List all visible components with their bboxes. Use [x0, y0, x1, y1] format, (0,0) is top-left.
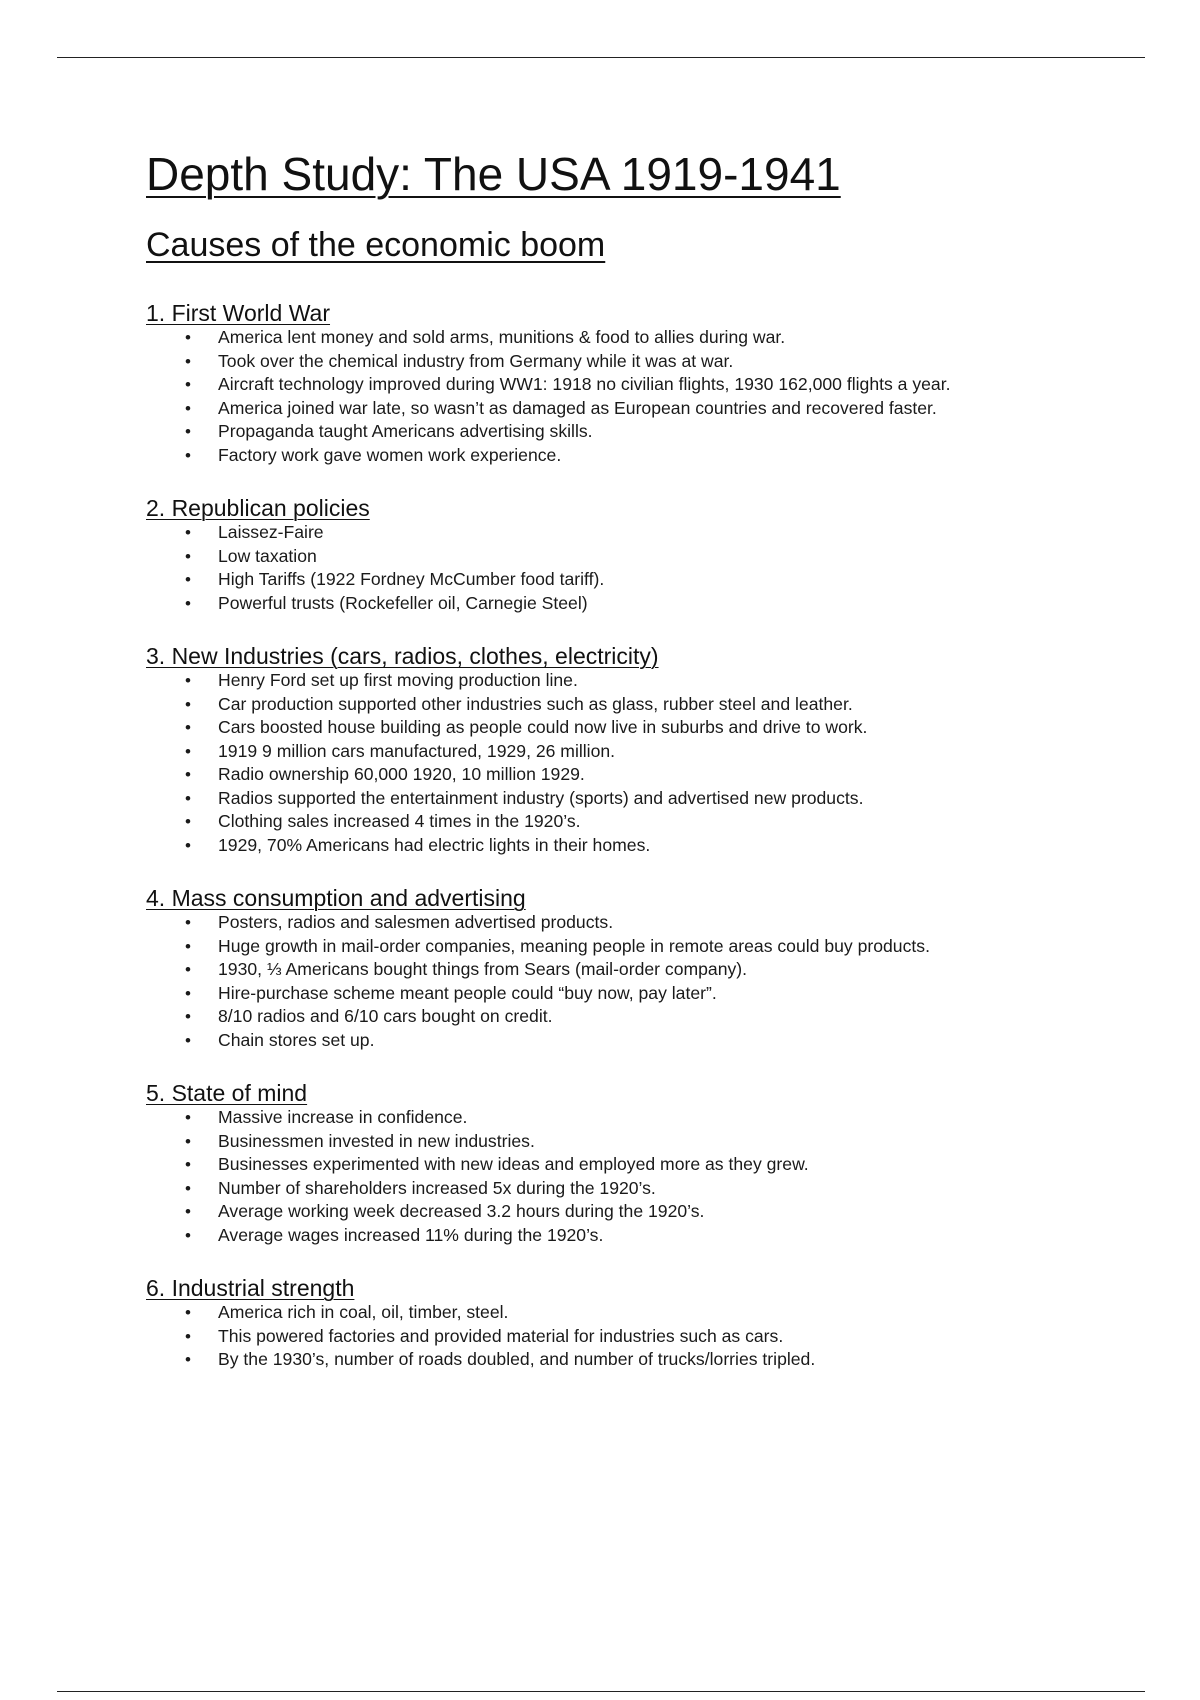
list-item-text: Hire-purchase scheme meant people could “buy now, pay later”.: [218, 982, 717, 1003]
bullet-icon: •: [185, 1007, 191, 1026]
list-item-text: Powerful trusts (Rockefeller oil, Carnegie Steel): [218, 592, 588, 613]
section-5: [146, 1080, 1066, 1247]
list-item-text: Cars boosted house building as people could now live in suburbs and drive to work.: [218, 717, 868, 737]
section-2: [146, 495, 1066, 615]
section-heading: 5. State of mind: [146, 1080, 308, 1106]
bullet-icon: •: [185, 1326, 191, 1346]
bullet-list: [146, 326, 1066, 467]
section-heading: 2. Republican policies: [146, 495, 370, 521]
list-item: [146, 716, 1066, 740]
list-item: [146, 420, 1066, 444]
list-item-text: Laissez-Faire: [218, 522, 324, 542]
list-item: [146, 397, 1066, 421]
bullet-list: [146, 521, 1066, 615]
bullet-icon: •: [185, 570, 191, 589]
sections-container: [146, 300, 1066, 1372]
section-1: [146, 300, 1066, 467]
list-item-text: Low taxation: [218, 545, 317, 566]
list-item: [146, 545, 1066, 569]
list-item: [146, 1130, 1066, 1154]
bullet-icon: •: [185, 1303, 191, 1322]
list-item: [146, 1224, 1066, 1248]
list-item: [146, 444, 1066, 468]
list-item: [146, 568, 1066, 592]
list-item-text: 1919 9 million cars manufactured, 1929, 26 million.: [218, 740, 616, 761]
section-6: [146, 1275, 1066, 1372]
list-item: [146, 669, 1066, 693]
bullet-icon: •: [185, 445, 191, 465]
bullet-icon: •: [185, 375, 191, 394]
bullet-list: [146, 911, 1066, 1052]
bullet-icon: •: [185, 812, 191, 831]
section-heading: 3. New Industries (cars, radios, clothes, electricity): [146, 643, 659, 669]
list-item-text: Average wages increased 11% during the 1920’s.: [218, 1224, 604, 1245]
list-item-text: Posters, radios and salesmen advertised products.: [218, 912, 614, 932]
page-subtitle: Causes of the economic boom: [146, 226, 606, 264]
list-item-text: Chain stores set up.: [218, 1029, 375, 1050]
list-item: [146, 1301, 1066, 1325]
list-item-text: Businesses experimented with new ideas and employed more as they grew.: [218, 1154, 809, 1174]
bullet-icon: •: [185, 1202, 191, 1221]
bullet-icon: •: [185, 788, 191, 808]
list-item-text: Businessmen invested in new industries.: [218, 1130, 535, 1151]
bullet-icon: •: [185, 936, 191, 956]
list-item: [146, 982, 1066, 1006]
list-item: [146, 326, 1066, 350]
list-item: [146, 1325, 1066, 1349]
list-item: [146, 373, 1066, 397]
list-item-text: By the 1930’s, number of roads doubled, and number of trucks/lorries tripled.: [218, 1349, 816, 1369]
list-item: [146, 1177, 1066, 1201]
list-item-text: Huge growth in mail-order companies, meaning people in remote areas could buy products.: [218, 935, 930, 956]
bullet-icon: •: [185, 593, 191, 613]
list-item: [146, 350, 1066, 374]
list-item-text: 8/10 radios and 6/10 cars bought on credit.: [218, 1006, 553, 1026]
bottom-rule: [57, 1691, 1145, 1692]
list-item-text: Car production supported other industries such as glass, rubber steel and leather.: [218, 693, 853, 714]
bullet-list: [146, 669, 1066, 857]
bullet-icon: •: [185, 1225, 191, 1245]
bullet-icon: •: [185, 765, 191, 784]
list-item-text: Radios supported the entertainment industry (sports) and advertised new products.: [218, 787, 864, 808]
section-heading: 6. Industrial strength: [146, 1275, 355, 1301]
list-item-text: Clothing sales increased 4 times in the 1920’s.: [218, 811, 581, 831]
bullet-icon: •: [185, 741, 191, 761]
list-item: [146, 935, 1066, 959]
list-item-text: Henry Ford set up first moving production line.: [218, 670, 578, 690]
section-3: [146, 643, 1066, 857]
list-item: [146, 911, 1066, 935]
bullet-icon: •: [185, 960, 191, 979]
page-title: Depth Study: The USA 1919-1941: [146, 148, 841, 200]
list-item: [146, 1348, 1066, 1372]
list-item-text: America rich in coal, oil, timber, steel.: [218, 1302, 509, 1322]
list-item-text: High Tariffs (1922 Fordney McCumber food tariff).: [218, 569, 605, 589]
section-heading: 1. First World War: [146, 300, 331, 326]
bullet-icon: •: [185, 835, 191, 855]
bullet-icon: •: [185, 671, 191, 690]
list-item: [146, 958, 1066, 982]
list-item-text: 1930, ⅓ Americans bought things from Sears (mail-order company).: [218, 959, 748, 979]
list-item: [146, 787, 1066, 811]
bullet-icon: •: [185, 1030, 191, 1050]
bullet-icon: •: [185, 983, 191, 1003]
list-item: [146, 1029, 1066, 1053]
top-rule: [57, 57, 1145, 58]
list-item-text: Massive increase in confidence.: [218, 1107, 468, 1127]
list-item: [146, 834, 1066, 858]
document-body: [146, 146, 1066, 1372]
bullet-icon: •: [185, 694, 191, 714]
list-item: [146, 1200, 1066, 1224]
bullet-icon: •: [185, 398, 191, 418]
list-item-text: America lent money and sold arms, munitions & food to allies during war.: [218, 327, 786, 347]
list-item: [146, 1106, 1066, 1130]
list-item-text: This powered factories and provided material for industries such as cars.: [218, 1325, 784, 1346]
list-item: [146, 592, 1066, 616]
list-item-text: Factory work gave women work experience.: [218, 444, 562, 465]
list-item-text: 1929, 70% Americans had electric lights in their homes.: [218, 834, 651, 855]
list-item: [146, 1153, 1066, 1177]
list-item: [146, 763, 1066, 787]
bullet-icon: •: [185, 913, 191, 932]
list-item-text: Took over the chemical industry from Germany while it was at war.: [218, 350, 734, 371]
list-item-text: Average working week decreased 3.2 hours during the 1920’s.: [218, 1201, 705, 1221]
bullet-icon: •: [185, 1155, 191, 1174]
list-item: [146, 693, 1066, 717]
section-heading: 4. Mass consumption and advertising: [146, 885, 526, 911]
section-4: [146, 885, 1066, 1052]
bullet-icon: •: [185, 523, 191, 542]
bullet-list: [146, 1106, 1066, 1247]
list-item: [146, 810, 1066, 834]
bullet-icon: •: [185, 546, 191, 566]
bullet-icon: •: [185, 718, 191, 737]
bullet-icon: •: [185, 1178, 191, 1198]
bullet-icon: •: [185, 328, 191, 347]
list-item: [146, 521, 1066, 545]
list-item-text: Aircraft technology improved during WW1: 1918 no civilian flights, 1930 162,000 flights a year.: [218, 374, 951, 394]
bullet-icon: •: [185, 351, 191, 371]
list-item-text: Radio ownership 60,000 1920, 10 million 1929.: [218, 764, 585, 784]
list-item-text: Number of shareholders increased 5x during the 1920’s.: [218, 1177, 656, 1198]
bullet-list: [146, 1301, 1066, 1372]
bullet-icon: •: [185, 1350, 191, 1369]
list-item: [146, 1005, 1066, 1029]
list-item: [146, 740, 1066, 764]
bullet-icon: •: [185, 1108, 191, 1127]
list-item-text: Propaganda taught Americans advertising skills.: [218, 421, 593, 441]
bullet-icon: •: [185, 422, 191, 441]
bullet-icon: •: [185, 1131, 191, 1151]
list-item-text: America joined war late, so wasn’t as damaged as European countries and recovered faster.: [218, 397, 937, 418]
